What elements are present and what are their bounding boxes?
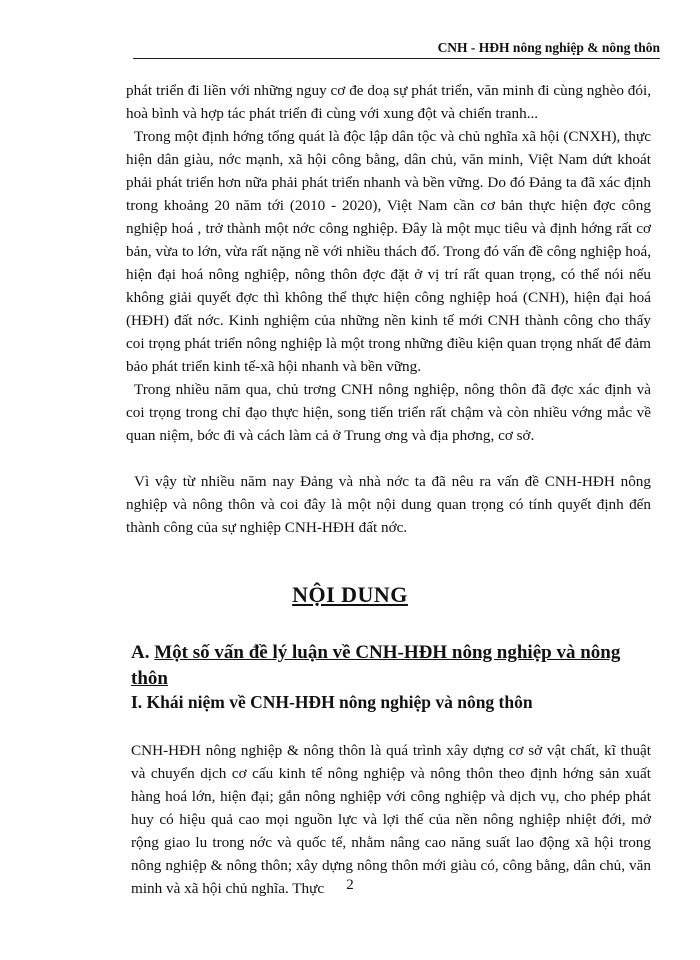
intro-paragraph-3: Trong nhiều năm qua, chủ trơng CNH nông nghiệp, nông thôn đã đợc xác định và coi trọng trong chỉ đạo thực hiện, song tiến triển rất chậm và còn nhiều vớng mắc về quan niệm, bớc đi và cách làm cả ở Trung ơng và địa phơng, cơ sở. bbox=[126, 381, 651, 444]
intro-paragraph-1: phát triển đi liền với những nguy cơ đe doạ sự phát triển, văn minh đi cùng nghèo đói, hoà bình và hợp tác phát triển đi cùng với xung đột và chiến tranh... bbox=[126, 82, 651, 122]
running-header bbox=[133, 40, 660, 59]
body-paragraph: CNH-HĐH nông nghiệp & nông thôn là quá trình xây dựng cơ sở vật chất, kĩ thuật và chuyển dịch cơ cấu kinh tế nông nghiệp và nông thôn theo định hớng sản xuất hàng hoá lớn, hiện đại; gắn nông nghiệp với công nghiệp và dịch vụ, cho phép phát huy có hiệu quả cao mọi nguồn lực và lợi thế của nền nông nghiệp nhiệt đới, mở rộng giao lu trong nớc và quốc tế, nhằm nâng cao năng suất lao động xã hội trong nông nghiệp & nông thôn; xây dựng nông thôn mới giàu có, công bằng, dân chủ, văn minh và xã hội chủ nghĩa. Thực bbox=[131, 742, 651, 897]
intro-paragraph-4: Vì vậy từ nhiều năm nay Đảng và nhà nớc ta đã nêu ra vấn đề CNH-HĐH nông nghiệp và nông thôn và coi đây là một nội dung quan trọng có tính quyết định đến thành công của sự nghiệp CNH-HĐH đất nớc. bbox=[126, 473, 651, 536]
running-header-title: CNH - HĐH nông nghiệp & nông thôn bbox=[437, 40, 660, 55]
intro-paragraph-2: Trong một định hớng tổng quát là độc lập dân tộc và chủ nghĩa xã hội (CNXH), thực hiện dân giàu, nớc mạnh, xã hội công bằng, dân chủ, văn minh, Việt Nam dứt khoát phải phát triển hơn nữa phải phát triển nhanh và bền vững. Do đó Đảng ta đã xác định trong khoảng 20 năm tới (2010 - 2020), Việt Nam cần cơ bản thực hiện đợc công nghiệp hoá , trở thành một nớc công nghiệp. Đây là một mục tiêu và định hớng rất cơ bản, vừa to lớn, vừa rất nặng nề với nhiều thách đố. Trong đó vấn đề công nghiệp hoá, hiện đại hoá nông nghiệp, nông thôn đợc đặt ở vị trí rất quan trọng, có thể nói nếu không giải quyết đợc thì không thể thực hiện công nghiệp hoá (CNH), hiện đại hoá (HĐH) đất nớc. Kinh nghiệm của những nền kinh tế mới CNH thành công cho thấy coi trọng phát triển nông nghiệp là một trong những điều kiện quan trọng nhất để đảm bảo phát triển kinh tế-xã hội nhanh và bền vững. bbox=[126, 128, 651, 375]
heading-1: I. Khái niệm về CNH-HĐH nông nghiệp và nông thôn bbox=[131, 692, 533, 712]
section-title: NỘI DUNG bbox=[292, 582, 408, 607]
page-number: 2 bbox=[346, 877, 354, 893]
heading-a-text: Một số vấn đề lý luận về CNH-HĐH nông nghiệp và nông thôn bbox=[131, 642, 621, 689]
heading-a-prefix: A. bbox=[131, 642, 155, 663]
heading-a bbox=[131, 640, 656, 692]
